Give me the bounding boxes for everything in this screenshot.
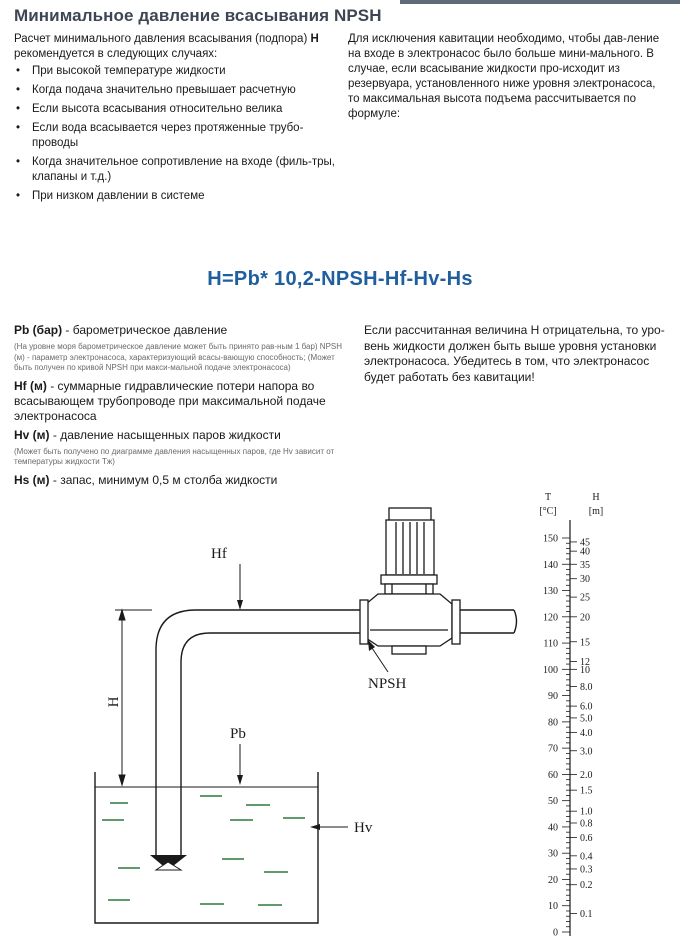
h-tick-label: 4.0 (580, 727, 593, 739)
t-tick-label: 90 (548, 691, 558, 703)
def-hf-desc: - суммарные гидравлические потери напора во всасывающем трубопроводе при максимальной подаче электронасоса (14, 378, 326, 423)
pump-body (360, 594, 460, 654)
h-tick-label: 2.0 (580, 769, 593, 781)
def-pb-term: Pb (бар) (14, 323, 63, 337)
negative-h-note: Если рассчитанная величина H отрицательна, то уро-вень жидкости должен быть выше уровня установки электронасоса. Убедитесь в том, что электронасос будет работать без кавитации! (364, 323, 665, 384)
h-tick-label: 1.0 (580, 806, 593, 818)
intro-line-1: Расчет минимального давления всасывания (подпора) (14, 33, 311, 45)
scale-h-unit: [m] (588, 506, 604, 517)
intro-bold-h: H (310, 33, 319, 45)
h-tick-label: 0.2 (580, 880, 593, 892)
scale-t-header: T (544, 492, 552, 503)
label-h: H (106, 696, 122, 708)
h-tick-label: 30 (580, 574, 590, 586)
t-tick-label: 60 (548, 769, 558, 781)
list-item-text: Когда подача значительно превышает расчетную (32, 84, 296, 96)
pump-motor (381, 508, 437, 594)
intro-paragraph (14, 32, 336, 62)
list-item (14, 155, 336, 185)
h-tick-label: 0.3 (580, 864, 593, 876)
def-hv-desc: - давление насыщенных паров жидкости (49, 427, 281, 442)
t-tick-label: 70 (548, 743, 558, 755)
h-tick-label: 12 (580, 656, 590, 668)
cases-list (14, 64, 336, 204)
foot-valve-base (156, 862, 181, 870)
h-tick-label: 0.4 (580, 851, 593, 863)
def-pb (14, 323, 354, 338)
header-accent-bar (400, 0, 680, 4)
t-tick-label: 100 (543, 664, 558, 676)
list-item-text: Когда значительное сопротивление на входе (филь-тры, клапаны и т.д.) (32, 156, 335, 183)
def-pb-note: (На уровне моря барометрическое давление может быть принято рав-ным 1 бар) NPSH (м) - параметр электронасоса, характеризующий всасы-вающую способность; (Может быть получен по кривой NPSH при макси-мальной подаче электронасоса) (14, 342, 343, 372)
bullet-dot: • (16, 190, 21, 202)
t-tick-label: 150 (543, 533, 558, 545)
t-tick-label: 130 (543, 586, 558, 598)
list-item-text: При высокой температуре жидкости (32, 65, 226, 77)
h-tick-label: 35 (580, 559, 590, 571)
list-item-text: Если высота всасывания относительно велика (32, 103, 283, 115)
t-tick-label: 80 (548, 717, 558, 729)
t-tick-label: 20 (548, 874, 558, 886)
left-column (14, 32, 336, 208)
definitions (14, 323, 354, 492)
npsh-formula: H=Pb* 10,2-NPSH-Hf-Hv-Hs (207, 268, 473, 290)
list-item (14, 121, 336, 151)
label-hv: Hv (354, 820, 373, 836)
h-tick-label: 1.5 (580, 785, 593, 797)
bullet-dot: • (16, 156, 21, 168)
t-tick-label: 140 (543, 559, 558, 571)
h-tick-label: 10 (580, 664, 590, 676)
intro-line-2: рекомендуется в следующих случаях: (14, 48, 218, 60)
h-tick-label: 0.8 (580, 818, 593, 830)
right-intro: Для исключения кавитации необходимо, чтобы дав-ление на входе в электронасос было больше мини-мального. В случае, если всасывание жидкости про-исходит из резервуара, установленного ниже уровня электронасоса, то максимальная высота подъема рассчитывается по формуле: (348, 33, 660, 120)
def-hv (14, 428, 354, 443)
suction-pipe (156, 610, 360, 855)
def-hv-term: Hv (м) (14, 427, 50, 442)
scale-h-header: H (592, 492, 600, 503)
def-pb-desc: - барометрическое давление (62, 323, 228, 337)
scale-t-unit: [°C] (539, 506, 557, 517)
h-tick-label: 45 (580, 537, 590, 549)
label-pb: Pb (230, 726, 246, 742)
t-tick-label: 10 (548, 901, 558, 913)
t-tick-label: 40 (548, 822, 558, 834)
h-tick-label: 8.0 (580, 681, 593, 693)
pb-arrow-head (237, 775, 243, 785)
hv-arrow-head (310, 824, 320, 830)
h-tick-label: 20 (580, 612, 590, 624)
h-tick-label: 40 (580, 546, 590, 558)
t-tick-label: 110 (543, 638, 558, 650)
label-npsh: NPSH (368, 676, 407, 692)
def-hf-term: Hf (м) (14, 378, 47, 393)
h-tick-label: 0.6 (580, 832, 593, 844)
def-hs-desc: - запас, минимум 0,5 м столба жидкости (49, 472, 278, 487)
h-tick-label: 3.0 (580, 746, 593, 758)
t-tick-label: 30 (548, 848, 558, 860)
h-tick-label: 15 (580, 637, 590, 649)
vapor-pressure-scale (520, 490, 630, 938)
h-tick-label: 25 (580, 592, 590, 604)
t-tick-label: 120 (543, 612, 558, 624)
npsh-arrow (372, 648, 388, 672)
bullet-dot: • (16, 122, 21, 134)
def-hv-note: (Может быть получено по диаграмме давления насыщенных паров, где Hv зависит от температуры жидкости Tж) (14, 446, 335, 466)
page-title: Минимальное давление всасывания NPSH (14, 6, 382, 25)
label-hf: Hf (211, 546, 227, 562)
bullet-dot: • (16, 84, 21, 96)
list-item (14, 83, 336, 98)
bullet-dot: • (16, 103, 21, 115)
t-tick-label: 0 (553, 927, 558, 938)
t-tick-label: 50 (548, 796, 558, 808)
list-item (14, 102, 336, 117)
water-surface-marks (102, 796, 305, 905)
h-tick-label: 6.0 (580, 701, 593, 713)
hf-arrow-head (237, 600, 243, 610)
list-item (14, 189, 336, 204)
bullet-dot: • (16, 65, 21, 77)
discharge-pipe (460, 610, 517, 633)
list-item (14, 64, 336, 79)
h-tick-label: 5.0 (580, 713, 593, 725)
def-hs-term: Hs (м) (14, 472, 50, 487)
list-item-text: Если вода всасывается через протяженные трубо-проводы (32, 122, 304, 149)
list-item-text: При низком давлении в системе (32, 190, 205, 202)
pump-installation-diagram (0, 480, 520, 938)
def-hf (14, 379, 354, 424)
h-tick-label: 0.1 (580, 909, 593, 921)
